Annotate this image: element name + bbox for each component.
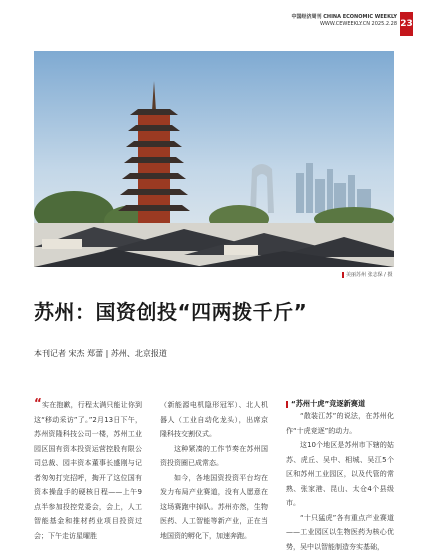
paragraph: 这种紧凑的工作节奏在苏州国资投资圈已成常态。 (160, 444, 268, 467)
paragraph: 如今，各地国资投资平台均在发力布局产业赛道，没有人愿意在这场赛跑中掉队。苏州亦然，生物医药、人工智能等新产业，正在当地国资的孵化下，加速奔跑。 (160, 473, 268, 540)
section-subhead (286, 398, 394, 409)
article-column-1 (34, 398, 142, 543)
article-column-2 (160, 398, 268, 543)
photo-caption (342, 271, 392, 278)
site-and-date: WWW.CEWEEKLY.CN 2025.2.28 (319, 21, 397, 27)
paragraph: “散装江苏”的说法，在苏州化作“十虎竞逐”的动力。 (286, 412, 394, 435)
suzhou-skyline-illustration (34, 51, 394, 267)
paragraph-text: 实在抱歉，行程太满只能让你到这“移动采访”了。”2月13日下午，苏州资隆科技公司一楼，苏州工业园区国有资本投资运营控股有限公司总裁、园丰资本董事长盛刚与记者匆匆打完招呼，掏开了这位国有资本操盘手的硬核日程——上午9点半参加投控党委会，会上，人工智能基金和推材药业项目投资过会；下午走访星曜胜 (34, 401, 142, 540)
paragraph: 这10个地区是苏州市下辖的姑苏、虎丘、吴中、相城、吴江5个区和苏州工业园区，以及代管的常熟、张家港、昆山、太仓4个县级市。 (286, 441, 394, 507)
article-column-3 (286, 398, 394, 554)
caption-marker (342, 272, 344, 278)
quote-mark-icon: “ (34, 396, 42, 410)
running-header (291, 14, 397, 28)
hero-photo (34, 51, 394, 267)
page-number: 23 (400, 12, 413, 36)
paragraph: “十只猛虎”各有重点产业赛道——工业园区以生物医药为核心优势，吴中以智能制造夯实基础， (286, 513, 394, 551)
article-byline: 本刊记者 宋杰 郑蕾 | 苏州、北京报道 (34, 349, 167, 358)
magazine-name: 中国经济周刊 CHINA ECONOMIC WEEKLY (291, 14, 397, 20)
paragraph (34, 398, 142, 543)
photo-caption-text: 美丽苏州 张志保 / 摄 (346, 272, 393, 278)
section-subhead-text: “苏州十虎”竞逐新赛道 (291, 399, 366, 408)
paragraph: （新能源电机隐形冠军）、北人机器人（工业自动化龙头），出席京隆科技交割仪式。 (160, 401, 268, 438)
subhead-marker (286, 401, 288, 408)
article-title: 苏州：国资创投“四两拨千斤” (34, 300, 308, 324)
